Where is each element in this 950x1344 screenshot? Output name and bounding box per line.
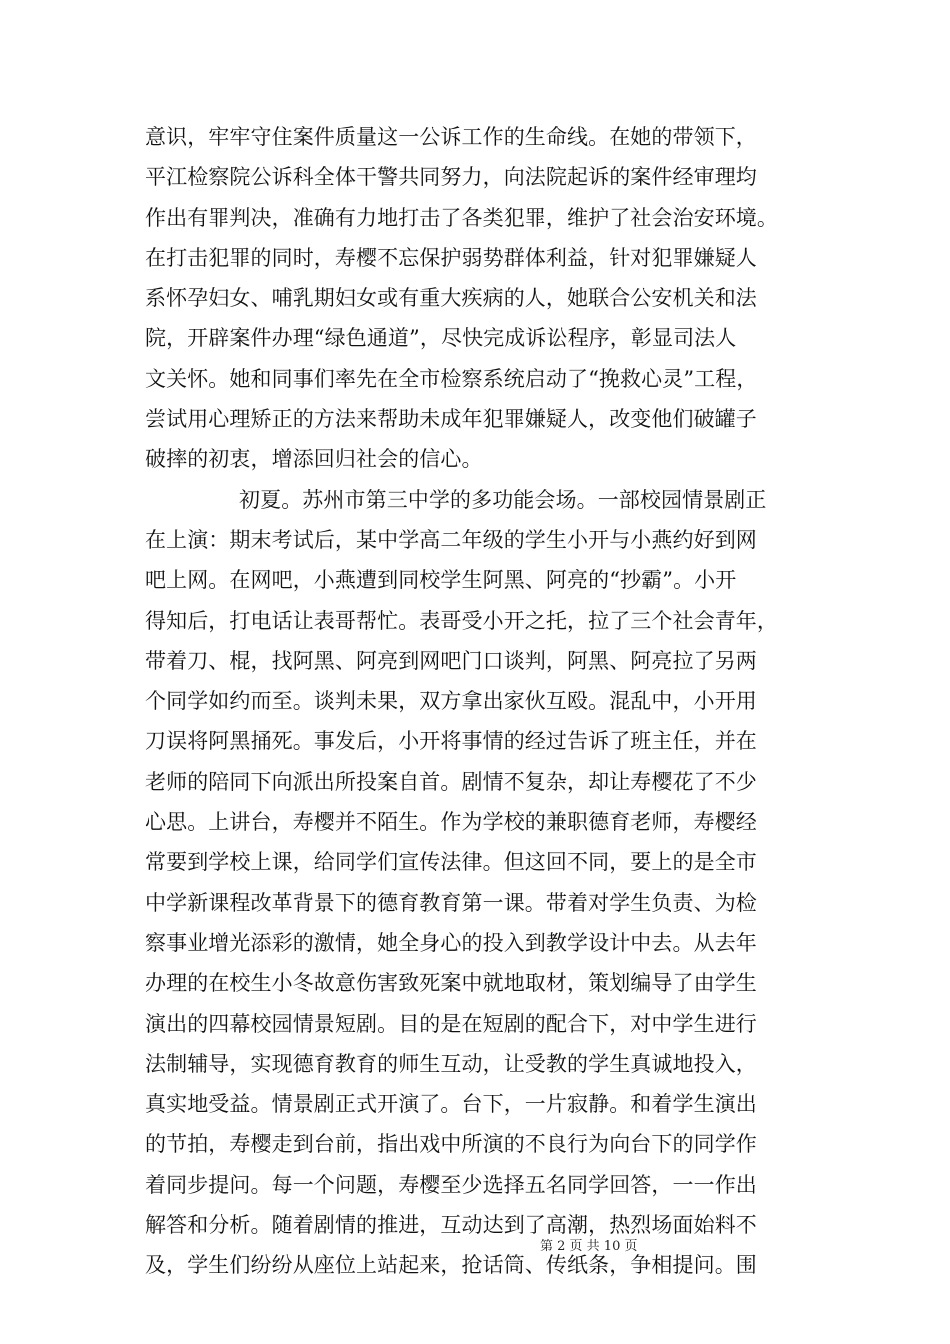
- text-line: 意识，牢牢守住案件质量这一公诉工作的生命线。在她的带领下，: [145, 125, 757, 149]
- text-line: 心思。上讲台，寿樱并不陌生。作为学校的兼职德育老师，寿樱经: [145, 810, 757, 835]
- page-number-footer: 第 2 页 共 10 页: [540, 1239, 638, 1254]
- document-body: [145, 117, 815, 1286]
- text-line: 办理的在校生小冬故意伤害致死案中就地取材，策划编导了由学生: [145, 971, 757, 996]
- text-line: 个同学如约而至。谈判未果，双方拿出家伙互殴。混乱中，小开用: [145, 689, 757, 714]
- text-line: 初夏。苏州市第三中学的多功能会场。一部校园情景剧正: [239, 487, 767, 512]
- text-line: 尝试用心理矫正的方法来帮助未成年犯罪嫌疑人，改变他们破罐子: [145, 407, 757, 432]
- text-line: 作出有罪判决，准确有力地打击了各类犯罪，维护了社会治安环境。: [145, 205, 778, 230]
- paragraph-2: [145, 480, 815, 1286]
- text-line: 吧上网。在网吧，小燕遭到同校学生阿黑、阿亮的“抄霸”。小开: [145, 568, 737, 593]
- text-line: 法制辅导，实现德育教育的师生互动，让受教的学生真诚地投入，: [145, 1051, 757, 1076]
- text-line: 得知后，打电话让表哥帮忙。表哥受小开之托，拉了三个社会青年，: [145, 608, 778, 633]
- text-line: 院，开辟案件办理“绿色通道”，尽快完成诉讼程序，彰显司法人: [145, 326, 737, 351]
- text-line: 在上演：期末考试后，某中学高二年级的学生小开与小燕约好到网: [145, 527, 757, 552]
- text-line: 平江检察院公诉科全体干警共同努力，向法院起诉的案件经审理均: [145, 165, 757, 190]
- text-line: 的节拍，寿樱走到台前，指出戏中所演的不良行为向台下的同学作: [145, 1132, 757, 1157]
- text-line: 察事业增光添彩的激情，她全身心的投入到教学设计中去。从去年: [145, 930, 757, 955]
- text-line: 老师的陪同下向派出所投案自首。剧情不复杂，却让寿樱花了不少: [145, 769, 757, 794]
- text-line: 文关怀。她和同事们率先在全市检察系统启动了“挽救心灵”工程，: [145, 366, 758, 391]
- paragraph-1: [145, 117, 815, 480]
- text-line: 刀误将阿黑捅死。事发后，小开将事情的经过告诉了班主任，并在: [145, 729, 757, 754]
- text-line: 在打击犯罪的同时，寿樱不忘保护弱势群体利益，针对犯罪嫌疑人: [145, 245, 757, 270]
- text-line: 真实地受益。情景剧正式开演了。台下，一片寂静。和着学生演出: [145, 1092, 757, 1117]
- text-line: 常要到学校上课，给同学们宣传法律。但这回不同，要上的是全市: [145, 850, 757, 875]
- text-line: 带着刀、棍，找阿黑、阿亮到网吧门口谈判，阿黑、阿亮拉了另两: [145, 648, 757, 673]
- text-line: 演出的四幕校园情景短剧。目的是在短剧的配合下，对中学生进行: [145, 1011, 757, 1036]
- text-line: 着同步提问。每一个问题，寿樱至少选择五名同学回答，一一作出: [145, 1172, 757, 1197]
- text-line: 解答和分析。随着剧情的推进，互动达到了高潮，热烈场面始料不: [145, 1213, 757, 1238]
- text-line: 破摔的初衷，增添回归社会的信心。: [145, 447, 483, 472]
- text-line: 中学新课程改革背景下的德育教育第一课。带着对学生负责、为检: [145, 890, 757, 915]
- text-line: 系怀孕妇女、哺乳期妇女或有重大疾病的人，她联合公安机关和法: [145, 286, 757, 311]
- text-line: 及，学生们纷纷从座位上站起来，抢话筒、传纸条，争相提问。围: [145, 1253, 757, 1278]
